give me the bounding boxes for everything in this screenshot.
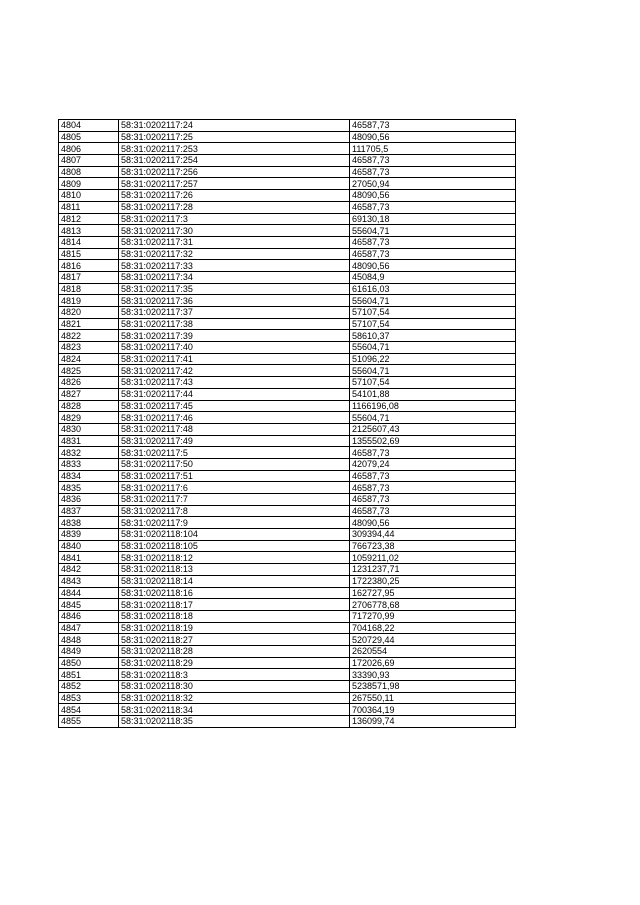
- value-cell: 57107,54: [350, 318, 516, 330]
- row-number-cell: 4831: [59, 435, 119, 447]
- cadastral-number-cell: 58:31:0202117:40: [119, 342, 350, 354]
- row-number-cell: 4806: [59, 143, 119, 155]
- row-number-cell: 4853: [59, 692, 119, 704]
- value-cell: 46587,73: [350, 494, 516, 506]
- cadastral-number-cell: 58:31:0202117:39: [119, 330, 350, 342]
- table-row: [59, 377, 516, 389]
- cadastral-number-cell: 58:31:0202118:32: [119, 692, 350, 704]
- row-number-cell: 4808: [59, 166, 119, 178]
- value-cell: 172026,69: [350, 657, 516, 669]
- row-number-cell: 4854: [59, 704, 119, 716]
- row-number-cell: 4813: [59, 225, 119, 237]
- cadastral-number-cell: 58:31:0202117:43: [119, 377, 350, 389]
- row-number-cell: 4844: [59, 587, 119, 599]
- row-number-cell: 4815: [59, 248, 119, 260]
- row-number-cell: 4804: [59, 120, 119, 132]
- table-row: [59, 166, 516, 178]
- value-cell: 700364,19: [350, 704, 516, 716]
- row-number-cell: 4825: [59, 365, 119, 377]
- table-row: [59, 225, 516, 237]
- table-row: [59, 645, 516, 657]
- table-row: [59, 494, 516, 506]
- value-cell: 46587,73: [350, 505, 516, 517]
- cadastral-number-cell: 58:31:0202117:8: [119, 505, 350, 517]
- cadastral-number-cell: 58:31:0202117:49: [119, 435, 350, 447]
- table-row: [59, 400, 516, 412]
- value-cell: 1059211,02: [350, 552, 516, 564]
- table-row: [59, 131, 516, 143]
- value-cell: 136099,74: [350, 716, 516, 728]
- value-cell: 5238571,98: [350, 681, 516, 693]
- value-cell: 111705,5: [350, 143, 516, 155]
- cadastral-number-cell: 58:31:0202118:3: [119, 669, 350, 681]
- cadastral-number-cell: 58:31:0202118:19: [119, 622, 350, 634]
- table-row: [59, 692, 516, 704]
- table-row: [59, 388, 516, 400]
- value-cell: 46587,73: [350, 447, 516, 459]
- value-cell: 55604,71: [350, 225, 516, 237]
- value-cell: 2125607,43: [350, 423, 516, 435]
- cadastral-number-cell: 58:31:0202117:44: [119, 388, 350, 400]
- cadastral-number-cell: 58:31:0202117:50: [119, 458, 350, 470]
- value-cell: 46587,73: [350, 166, 516, 178]
- cadastral-number-cell: 58:31:0202117:38: [119, 318, 350, 330]
- table-row: [59, 587, 516, 599]
- table-row: [59, 353, 516, 365]
- table-row: [59, 248, 516, 260]
- table-row: [59, 342, 516, 354]
- cadastral-number-cell: 58:31:0202118:27: [119, 634, 350, 646]
- value-cell: 57107,54: [350, 377, 516, 389]
- cadastral-number-cell: 58:31:0202117:257: [119, 178, 350, 190]
- cadastral-number-cell: 58:31:0202118:16: [119, 587, 350, 599]
- cadastral-number-cell: 58:31:0202117:30: [119, 225, 350, 237]
- cadastral-number-cell: 58:31:0202117:25: [119, 131, 350, 143]
- row-number-cell: 4834: [59, 470, 119, 482]
- value-cell: 309394,44: [350, 529, 516, 541]
- table-row: [59, 634, 516, 646]
- value-cell: 55604,71: [350, 342, 516, 354]
- table-row: [59, 271, 516, 283]
- table-row: [59, 447, 516, 459]
- cadastral-number-cell: 58:31:0202117:253: [119, 143, 350, 155]
- cadastral-number-cell: 58:31:0202117:3: [119, 213, 350, 225]
- cadastral-number-cell: 58:31:0202118:17: [119, 599, 350, 611]
- table-row: [59, 704, 516, 716]
- table-row: [59, 657, 516, 669]
- cadastral-number-cell: 58:31:0202117:7: [119, 494, 350, 506]
- row-number-cell: 4837: [59, 505, 119, 517]
- value-cell: 42079,24: [350, 458, 516, 470]
- table-row: [59, 716, 516, 728]
- table-row: [59, 505, 516, 517]
- cadastral-number-cell: 58:31:0202118:30: [119, 681, 350, 693]
- row-number-cell: 4841: [59, 552, 119, 564]
- cadastral-number-cell: 58:31:0202117:24: [119, 120, 350, 132]
- row-number-cell: 4823: [59, 342, 119, 354]
- row-number-cell: 4840: [59, 540, 119, 552]
- value-cell: 46587,73: [350, 155, 516, 167]
- table-row: [59, 283, 516, 295]
- table-row: [59, 529, 516, 541]
- value-cell: 57107,54: [350, 307, 516, 319]
- table-row: [59, 517, 516, 529]
- cadastral-number-cell: 58:31:0202117:35: [119, 283, 350, 295]
- value-cell: 45084,9: [350, 271, 516, 283]
- cadastral-number-cell: 58:31:0202117:45: [119, 400, 350, 412]
- table-row: [59, 622, 516, 634]
- table-row: [59, 295, 516, 307]
- cadastral-number-cell: 58:31:0202117:32: [119, 248, 350, 260]
- cadastral-number-cell: 58:31:0202117:28: [119, 201, 350, 213]
- cadastral-number-cell: 58:31:0202117:33: [119, 260, 350, 272]
- table-row: [59, 190, 516, 202]
- value-cell: 2620554: [350, 645, 516, 657]
- row-number-cell: 4817: [59, 271, 119, 283]
- cadastral-number-cell: 58:31:0202117:42: [119, 365, 350, 377]
- value-cell: 48090,56: [350, 517, 516, 529]
- row-number-cell: 4852: [59, 681, 119, 693]
- table-row: [59, 412, 516, 424]
- table-row: [59, 120, 516, 132]
- row-number-cell: 4821: [59, 318, 119, 330]
- cadastral-number-cell: 58:31:0202118:12: [119, 552, 350, 564]
- table-row: [59, 575, 516, 587]
- cadastral-number-cell: 58:31:0202117:34: [119, 271, 350, 283]
- value-cell: 55604,71: [350, 295, 516, 307]
- value-cell: 717270,99: [350, 610, 516, 622]
- row-number-cell: 4827: [59, 388, 119, 400]
- value-cell: 1722380,25: [350, 575, 516, 587]
- value-cell: 1166196,08: [350, 400, 516, 412]
- value-cell: 55604,71: [350, 412, 516, 424]
- cadastral-number-cell: 58:31:0202117:6: [119, 482, 350, 494]
- row-number-cell: 4818: [59, 283, 119, 295]
- value-cell: 766723,38: [350, 540, 516, 552]
- cadastral-number-cell: 58:31:0202117:31: [119, 236, 350, 248]
- cadastral-number-cell: 58:31:0202118:13: [119, 564, 350, 576]
- table-row: [59, 423, 516, 435]
- row-number-cell: 4836: [59, 494, 119, 506]
- table-row: [59, 482, 516, 494]
- table-row: [59, 236, 516, 248]
- table-row: [59, 178, 516, 190]
- row-number-cell: 4805: [59, 131, 119, 143]
- cadastral-number-cell: 58:31:0202117:48: [119, 423, 350, 435]
- row-number-cell: 4855: [59, 716, 119, 728]
- value-cell: 61616,03: [350, 283, 516, 295]
- data-table: [58, 119, 516, 728]
- table-row: [59, 552, 516, 564]
- table-row: [59, 143, 516, 155]
- table-row: [59, 155, 516, 167]
- value-cell: 2706778,68: [350, 599, 516, 611]
- row-number-cell: 4816: [59, 260, 119, 272]
- value-cell: 46587,73: [350, 236, 516, 248]
- row-number-cell: 4835: [59, 482, 119, 494]
- value-cell: 69130,18: [350, 213, 516, 225]
- value-cell: 54101,88: [350, 388, 516, 400]
- value-cell: 58610,37: [350, 330, 516, 342]
- cadastral-number-cell: 58:31:0202118:14: [119, 575, 350, 587]
- value-cell: 51096,22: [350, 353, 516, 365]
- row-number-cell: 4826: [59, 377, 119, 389]
- cadastral-number-cell: 58:31:0202117:51: [119, 470, 350, 482]
- row-number-cell: 4845: [59, 599, 119, 611]
- row-number-cell: 4850: [59, 657, 119, 669]
- value-cell: 520729,44: [350, 634, 516, 646]
- value-cell: 162727,95: [350, 587, 516, 599]
- cadastral-number-cell: 58:31:0202117:41: [119, 353, 350, 365]
- cadastral-number-cell: 58:31:0202118:34: [119, 704, 350, 716]
- row-number-cell: 4807: [59, 155, 119, 167]
- table-row: [59, 365, 516, 377]
- cadastral-number-cell: 58:31:0202118:18: [119, 610, 350, 622]
- row-number-cell: 4810: [59, 190, 119, 202]
- value-cell: 46587,73: [350, 248, 516, 260]
- value-cell: 704168,22: [350, 622, 516, 634]
- value-cell: 46587,73: [350, 482, 516, 494]
- table-row: [59, 318, 516, 330]
- row-number-cell: 4849: [59, 645, 119, 657]
- cadastral-number-cell: 58:31:0202118:105: [119, 540, 350, 552]
- cadastral-number-cell: 58:31:0202118:35: [119, 716, 350, 728]
- table-row: [59, 564, 516, 576]
- table-row: [59, 610, 516, 622]
- table-row: [59, 330, 516, 342]
- cadastral-number-cell: 58:31:0202118:29: [119, 657, 350, 669]
- value-cell: 46587,73: [350, 470, 516, 482]
- table-row: [59, 458, 516, 470]
- row-number-cell: 4838: [59, 517, 119, 529]
- value-cell: 48090,56: [350, 190, 516, 202]
- cadastral-number-cell: 58:31:0202117:36: [119, 295, 350, 307]
- row-number-cell: 4828: [59, 400, 119, 412]
- cadastral-number-cell: 58:31:0202117:46: [119, 412, 350, 424]
- row-number-cell: 4822: [59, 330, 119, 342]
- cadastral-number-cell: 58:31:0202117:5: [119, 447, 350, 459]
- row-number-cell: 4833: [59, 458, 119, 470]
- row-number-cell: 4847: [59, 622, 119, 634]
- value-cell: 267550,11: [350, 692, 516, 704]
- cadastral-number-cell: 58:31:0202118:104: [119, 529, 350, 541]
- table-row: [59, 435, 516, 447]
- table-row: [59, 260, 516, 272]
- row-number-cell: 4809: [59, 178, 119, 190]
- table-row: [59, 213, 516, 225]
- table-row: [59, 540, 516, 552]
- row-number-cell: 4820: [59, 307, 119, 319]
- row-number-cell: 4812: [59, 213, 119, 225]
- row-number-cell: 4830: [59, 423, 119, 435]
- table-row: [59, 681, 516, 693]
- value-cell: 48090,56: [350, 131, 516, 143]
- value-cell: 1355502,69: [350, 435, 516, 447]
- cadastral-number-cell: 58:31:0202117:254: [119, 155, 350, 167]
- cadastral-number-cell: 58:31:0202117:37: [119, 307, 350, 319]
- value-cell: 46587,73: [350, 120, 516, 132]
- row-number-cell: 4846: [59, 610, 119, 622]
- row-number-cell: 4814: [59, 236, 119, 248]
- row-number-cell: 4824: [59, 353, 119, 365]
- cadastral-number-cell: 58:31:0202117:9: [119, 517, 350, 529]
- cadastral-number-cell: 58:31:0202118:28: [119, 645, 350, 657]
- row-number-cell: 4819: [59, 295, 119, 307]
- row-number-cell: 4811: [59, 201, 119, 213]
- row-number-cell: 4843: [59, 575, 119, 587]
- value-cell: 46587,73: [350, 201, 516, 213]
- row-number-cell: 4839: [59, 529, 119, 541]
- table-row: [59, 470, 516, 482]
- value-cell: 48090,56: [350, 260, 516, 272]
- table-row: [59, 669, 516, 681]
- value-cell: 1231237,71: [350, 564, 516, 576]
- row-number-cell: 4848: [59, 634, 119, 646]
- table-row: [59, 599, 516, 611]
- table-body: [59, 120, 516, 728]
- table-row: [59, 201, 516, 213]
- value-cell: 27050,94: [350, 178, 516, 190]
- cadastral-number-cell: 58:31:0202117:256: [119, 166, 350, 178]
- row-number-cell: 4829: [59, 412, 119, 424]
- value-cell: 33390,93: [350, 669, 516, 681]
- cadastral-number-cell: 58:31:0202117:26: [119, 190, 350, 202]
- row-number-cell: 4832: [59, 447, 119, 459]
- row-number-cell: 4851: [59, 669, 119, 681]
- row-number-cell: 4842: [59, 564, 119, 576]
- value-cell: 55604,71: [350, 365, 516, 377]
- table-row: [59, 307, 516, 319]
